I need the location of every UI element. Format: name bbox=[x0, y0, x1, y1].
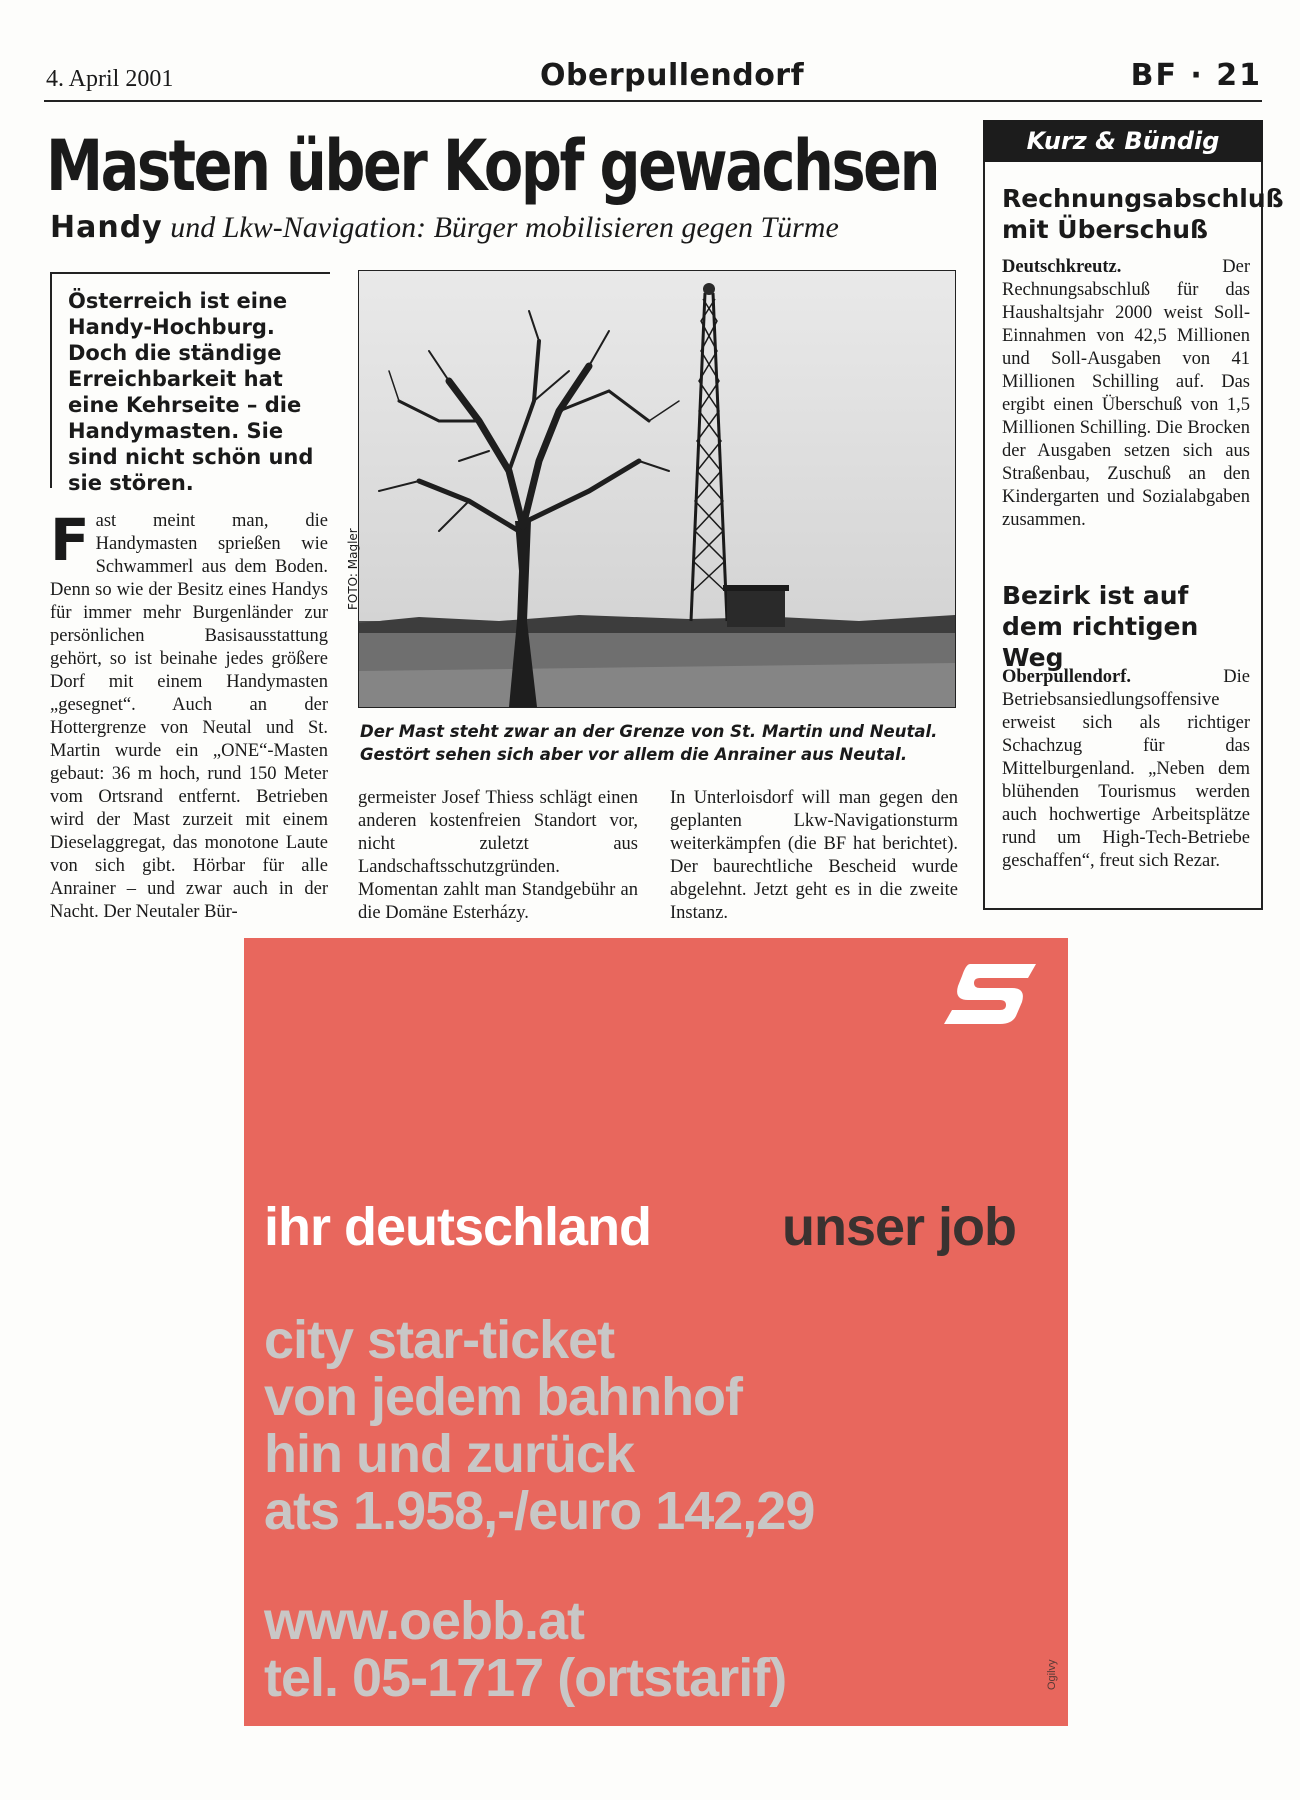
ad-slogan-dark: unser job bbox=[782, 1197, 1017, 1257]
ad-price: ats 1.958,-/euro 142,29 bbox=[264, 1481, 815, 1541]
ad-agency-credit: Ogilvy bbox=[1046, 1659, 1058, 1690]
ad-phone: tel. 05-1717 (ortstarif) bbox=[264, 1648, 787, 1708]
page-number: BF · 21 bbox=[1130, 58, 1262, 93]
sidebar-title: Kurz & Bündig bbox=[983, 120, 1263, 162]
article-photo bbox=[358, 270, 956, 708]
issue-date: 4. April 2001 bbox=[46, 66, 174, 92]
photo-caption: Der Mast steht zwar an der Grenze von St. Martin und Neutal. Gestört sehen sich aber vor allem die Anrainer aus Neutal. bbox=[360, 722, 938, 764]
article-intro: Österreich ist eine Handy-Hochburg. Doch die ständige Erreichbarkeit hat eine Kehrseite – die Handymasten. Sie sind nicht schön und sie stören. bbox=[68, 289, 314, 495]
sidebar-item-2-body: Die Betriebsansiedlungsoffensive erweist sich als richtiger Schachzug für das Mittelburgenland. „Neben dem blühenden Tourismus werden auch hochwertige Arbeitsplätze rund um High-Tech-Betriebe geschaffen“, freut sich Rezar. bbox=[1002, 667, 1250, 871]
sidebar-item-1-heading: Rechnungsabschluß mit Überschuß bbox=[1002, 184, 1284, 244]
sidebar-item-1-body: Der Rechnungsabschluß für das Haushaltsjahr 2000 weist Soll-Einnahmen von 42,5 Millionen und Soll-Ausgaben von 41 Millionen Schilling auf. Das ergibt einen Überschuß von 1,5 Millionen Schilling. Die Brocken der Ausgaben setzen sich aus Straßenbau, Zuschuß an den Kindergarten und Sozialabgaben zusammen. bbox=[1002, 257, 1250, 530]
ad-offer-line-3: hin und zurück bbox=[264, 1424, 634, 1484]
header-rule bbox=[44, 100, 1262, 102]
sidebar-item-2-heading: Bezirk ist auf dem richtigen Weg bbox=[1002, 581, 1199, 672]
drop-cap: F bbox=[50, 506, 90, 574]
ad-website: www.oebb.at bbox=[264, 1591, 585, 1651]
section-title: Oberpullendorf bbox=[540, 58, 805, 93]
oebb-logo-icon bbox=[940, 958, 1040, 1028]
sidebar-item-1-place: Deutschkreutz. bbox=[1002, 257, 1122, 277]
article-subheadline bbox=[50, 210, 839, 245]
ad-offer-line-2: von jedem bahnhof bbox=[264, 1367, 743, 1427]
article-column-3: In Unterloisdorf will man gegen den geplanten Lkw-Navigationsturm weiterkämpfen (die BF hat berichtet). Der baurechtliche Bescheid wurde abgelehnt. Jetzt geht es in die zweite Instanz. bbox=[670, 788, 958, 923]
ad-offer-line-1: city star-ticket bbox=[264, 1310, 615, 1370]
article-column-2: germeister Josef Thiess schlägt einen anderen kostenfreien Standort vor, nicht zuletzt aus Landschaftsschutzgründen. Momentan zahlt man Standgebühr an die Domäne Esterházy. bbox=[358, 788, 638, 923]
mast-tree-photo bbox=[359, 271, 955, 707]
sidebar-item-1-text bbox=[1002, 256, 1250, 532]
article-headline: Masten über Kopf gewachsen bbox=[46, 125, 939, 207]
photo-credit: FOTO: Magler bbox=[346, 528, 360, 610]
article-column-1 bbox=[50, 506, 328, 924]
sidebar-item-2-place: Oberpullendorf. bbox=[1002, 667, 1131, 687]
subheadline-keyword: Handy bbox=[50, 210, 163, 245]
column-1-text: ast meint man, die Handymasten sprießen wie Schwammerl aus dem Boden. Denn so wie der Besitz eines Handys für immer mehr Burgenländer zur persönlichen Basisausstattung gehört, so ist beinahe jedes größere Dorf mit einem Handymasten „gesegnet“. Auch an der Hottergrenze von Neutal und St. Martin wurde ein „ONE“-Masten gebaut: 36 m hoch, rund 150 Meter vom Ortsrand entfernt. Betrieben wird der Mast zurzeit mit einem Dieselaggregat, das monotone Laute von sich gibt. Hörbar für alle Anrainer – und zwar auch in der Nacht. Der Neutaler Bür- bbox=[50, 511, 328, 922]
ad-slogan-white: ihr deutschland bbox=[264, 1197, 652, 1257]
subheadline-text: und Lkw-Navigation: Bürger mobilisieren gegen Türme bbox=[170, 211, 839, 244]
sidebar-item-2-text bbox=[1002, 666, 1250, 873]
